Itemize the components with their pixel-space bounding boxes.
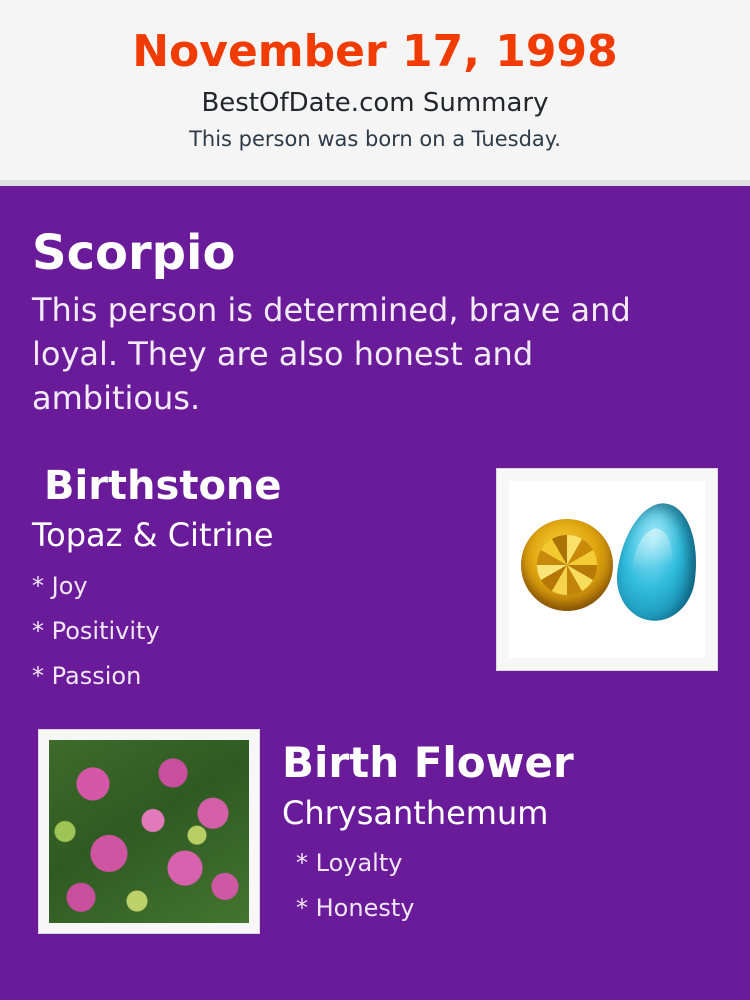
card-body (0, 186, 750, 1000)
birthstone-image (496, 468, 718, 671)
site-summary-label: BestOfDate.com Summary (201, 88, 549, 118)
citrine-gem-icon (521, 519, 613, 611)
birthstone-value: Topaz & Citrine (32, 516, 274, 554)
list-item: * Passion (32, 662, 142, 690)
list-item: * Loyalty (296, 849, 403, 877)
zodiac-description: This person is determined, brave and loyal. They are also honest and ambitious. (32, 291, 631, 417)
birthstone-title: Birthstone (44, 463, 282, 509)
list-item: * Joy (32, 572, 88, 600)
list-item: * Honesty (296, 894, 415, 922)
birth-flower-image (38, 729, 260, 934)
birth-day-note: This person was born on a Tuesday. (189, 127, 561, 151)
birth-flower-value: Chrysanthemum (282, 794, 549, 832)
zodiac-sign-name: Scorpio (32, 225, 236, 281)
birthstone-image-inner (509, 481, 705, 658)
birth-flower-title: Birth Flower (282, 738, 574, 787)
page-title: November 17, 1998 (132, 26, 618, 77)
birthstone-section (32, 460, 718, 699)
birth-flower-traits-list (282, 841, 718, 931)
list-item: * Positivity (32, 617, 160, 645)
birth-flower-text (282, 729, 718, 931)
card-header (0, 0, 750, 180)
birth-flower-image-inner (49, 740, 249, 923)
birth-flower-section (32, 729, 718, 944)
blue-topaz-gem-icon (611, 498, 705, 626)
